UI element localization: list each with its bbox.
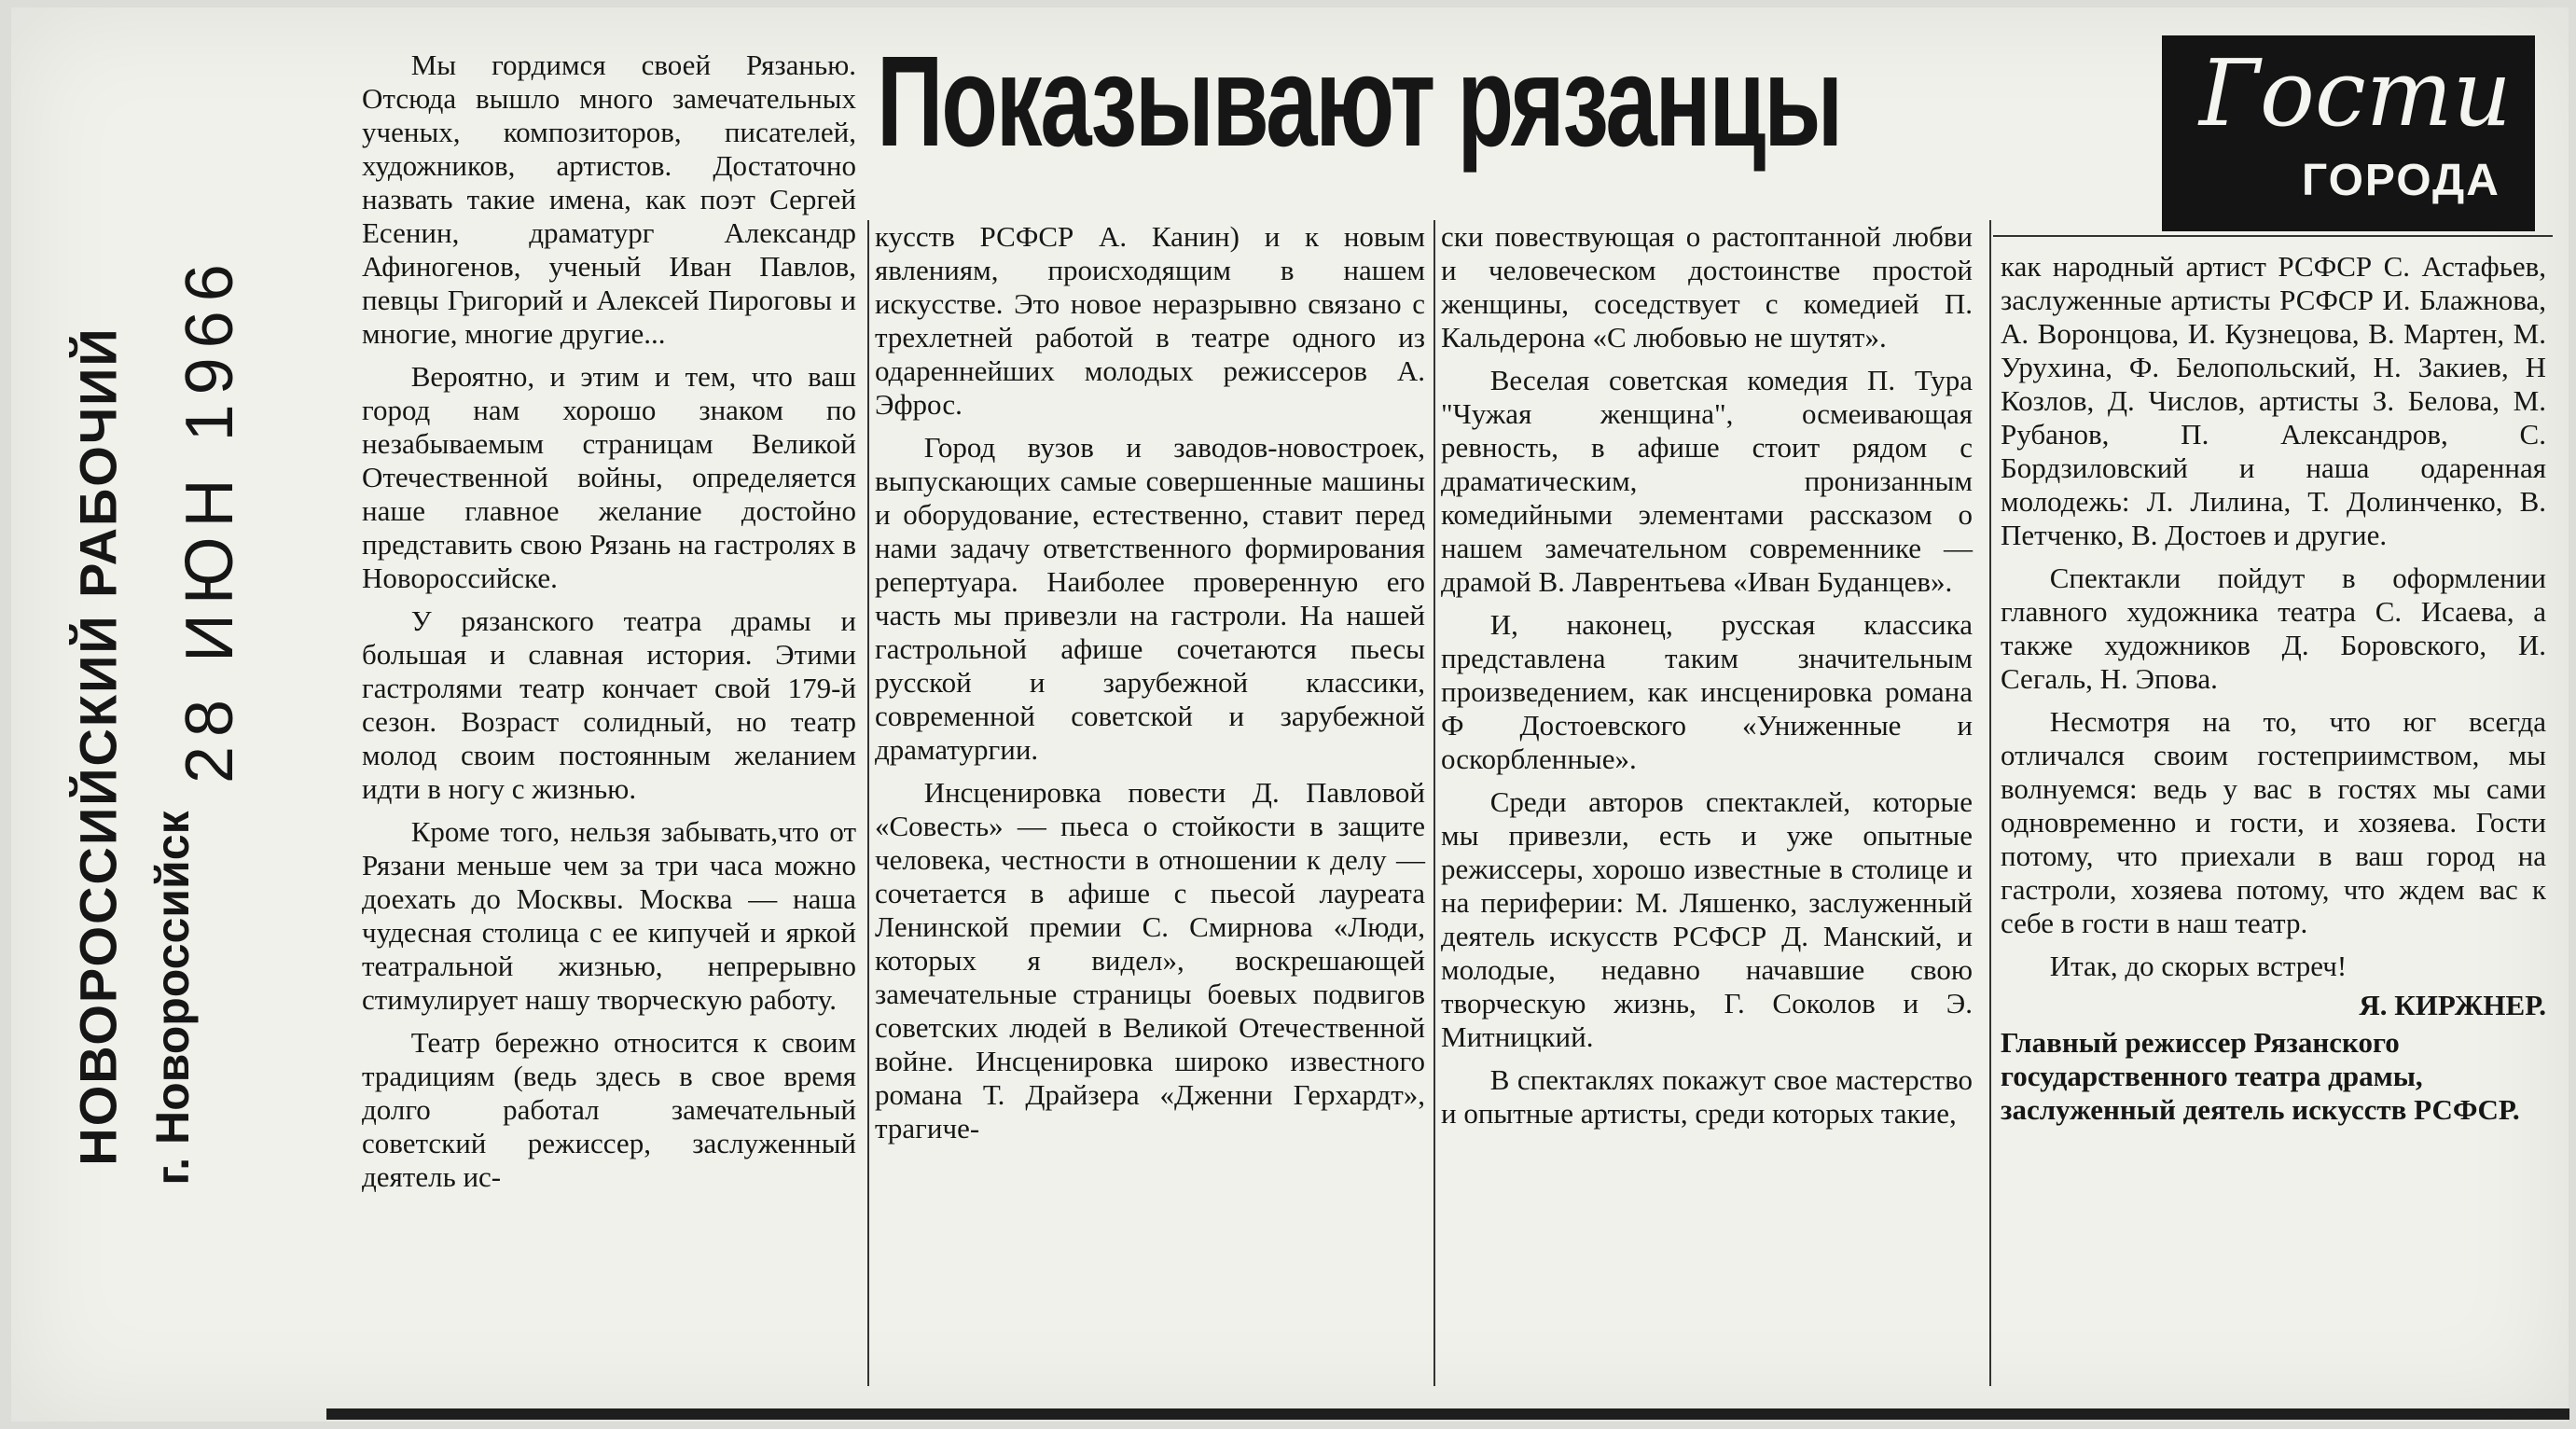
paragraph: Кроме того, нельзя забывать,что от Рязани меньше чем за три часа можно доехать до Москвы. Москва — наша чудесная столица с ее кипучей и яркой театральной жизнью, непрерывно стимулирует нашу творческую работу.: [362, 815, 856, 1016]
paragraph: Вероятно, и этим и тем, что ваш город нам хорошо знаком по незабываемым страницам Великой Отечественной войны, определяется наше главное желание достойно представить свою Рязань на гастролях в Новороссийске.: [362, 360, 856, 594]
rubric-logo: [2162, 35, 2535, 231]
paragraph: ски повествующая о растоптанной любви и человеческом достоинстве простой женщины, соседствует с комедией П. Кальдерона «С любовью не шутят».: [1441, 220, 1973, 354]
paragraph: кусств РСФСР А. Канин) и к новым явлениям, происходящим в нашем искусстве. Это новое неразрывно связано с трехлетней работой в театре одного из одареннейших молодых режиссеров А. Эфрос.: [875, 220, 1425, 421]
bottom-rule: [326, 1408, 2569, 1420]
paragraph: Несмотря на то, что юг всегда отличался своим гостеприимством, мы волнуемся: ведь у вас в гостях мы сами одновременно и гости, и хозяева. Гости потому, что приехали в ваш город на гастроли, хозяева потому, что ждем вас к себе в гости в наш театр.: [2001, 705, 2546, 939]
paragraph: Веселая советская комедия П. Тура "Чужая женщина", осмеивающая ревность, в афише стоит рядом с драматическим, пронизанным комедийными элементами рассказом о нашем замечательном современнике — драмой В. Лаврентьева «Иван Буданцев».: [1441, 364, 1973, 598]
paragraph: Итак, до скорых встреч!: [2049, 950, 2347, 982]
paragraph: Спектакли пойдут в оформлении главного художника театра С. Исаева, а также художников Д. Боровского, И. Сегаль, Н. Эпова.: [2001, 562, 2546, 695]
paragraph: Инсценировка повести Д. Павловой «Совесть» — пьеса о стойкости в защите человека, честности в отношении к делу — сочетается в афише с пьесой лауреата Ленинской премии С. Смирнова «Люди, которых я видел», воскрешающей замечательные страницы боевых подвигов советских людей в Великой Отечественной войне. Инсценировка широко известного романа Т. Драйзера «Дженни Герхардт», трагиче-: [875, 776, 1425, 1145]
article-column-3: [1441, 220, 1973, 1131]
paragraph: И, наконец, русская классика представлена таким значительным произведением, как инсценировка романа Ф Достоевского «Униженные и оскорбленные».: [1441, 608, 1973, 775]
author-title: Главный режиссер Рязанского государственного театра драмы, заслуженный деятель искусств РСФСР.: [2001, 1026, 2520, 1126]
paragraph: Город вузов и заводов-новостроек, выпускающих самые совершенные машины и оборудование, естественно, ставит перед нами задачу ответственного формирования репертуара. Наиболее проверенную его часть мы привезли на гастроли. На нашей гастрольной афише сочетаются пьесы русской и зарубежной классики, современной советской и зарубежной драматургии.: [875, 431, 1425, 766]
rubric-logo-top: Гости: [2199, 41, 2512, 147]
column-divider: [867, 220, 869, 1386]
author-signature: Я. КИРЖНЕР.: [2359, 989, 2546, 1021]
stamp-city: г. Новороссийск: [146, 811, 199, 1186]
article-headline: Показывают рязанцы: [877, 30, 1841, 173]
paragraph: Среди авторов спектаклей, которые мы привезли, есть и уже опытные режиссеры, хорошо известные в столице и на периферии: М. Ляшенко, заслуженный деятель искусств РСФСР Д. Манский, и молодые, недавно начавшие свою творческую жизнь, Г. Соколов и Э. Митницкий.: [1441, 785, 1973, 1053]
article-column-4: [2001, 250, 2546, 1127]
paragraph: как народный артист РСФСР С. Астафьев, заслуженные артисты РСФСР И. Блажнова, А. Воронцова, И. Кузнецова, В. Мартен, М. Урухина, Ф. Белопольский, Н. Закиев, Н Козлов, Д. Числов, артисты З. Белова, М. Рубанов, П. Александров, С. Бордзиловский и наша одаренная молодежь: Л. Лилина, Т. Долинченко, В. Петченко, В. Достоев и другие.: [2001, 250, 2546, 551]
paragraph: Мы гордимся своей Рязанью. Отсюда вышло много замечательных ученых, композиторов, писателей, художников, артистов. Достаточно назвать такие имена, как поэт Сергей Есенин, драматург Александр Афиногенов, ученый Иван Павлов, певцы Григорий и Алексей Пироговы и многие, многие другие...: [362, 49, 856, 350]
rubric-logo-bottom: ГОРОДА: [2302, 156, 2500, 205]
article-column-2: [875, 220, 1425, 1145]
paragraph: Театр бережно относится к своим традициям (ведь здесь в свое время долго работал замечательный советский режиссер, заслуженный деятель ис-: [362, 1026, 856, 1193]
paragraph: В спектаклях покажут свое мастерство и опытные артисты, среди которых такие,: [1441, 1063, 1973, 1130]
column-top-rule: [1993, 235, 2553, 237]
column-divider: [1989, 220, 1991, 1386]
article-column-1: [362, 49, 856, 1194]
paragraph: У рязанского театра драмы и большая и славная история. Этими гастролями театр кончает свой 179-й сезон. Возраст солидный, но театр молод своим постоянным желанием идти в ногу с жизнью.: [362, 604, 856, 805]
stamp-newspaper-name: НОВОРОССИЙСКИЙ РАБОЧИЙ: [68, 326, 128, 1166]
date-stamp: [19, 252, 247, 1241]
stamp-date: 28 ИЮН 1966: [173, 255, 247, 784]
column-divider: [1433, 220, 1435, 1386]
